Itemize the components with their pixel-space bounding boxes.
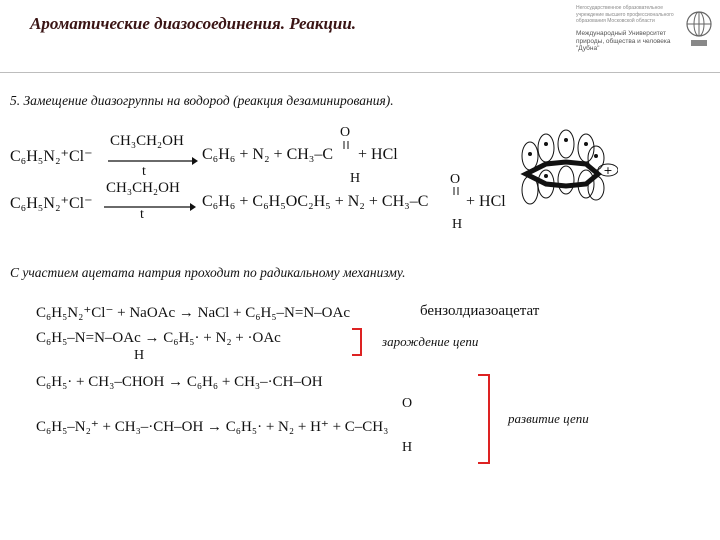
r1-condition: t xyxy=(142,164,146,179)
r2-tail: + HCl xyxy=(466,193,506,210)
logo-university: Международный Университет природы, общества и человека "Дубна" xyxy=(576,30,671,52)
eq4: C₆H₅–N₂⁺ + CH₃–·CH–OH → C₆H₅· + N₂ + H⁺ + C–CH₃ xyxy=(36,419,389,435)
r1-double-bond xyxy=(341,141,351,149)
section5-heading: 5. Замещение диазогруппы на водород (реакция дезаминирования). xyxy=(10,93,394,108)
eq4-o: O xyxy=(402,396,413,411)
radical-heading: С участием ацетата натрия проходит по радикальному механизму. xyxy=(10,265,406,280)
logo-caption: Негосударственное образовательное учреждение высшего профессионального образования Московской области xyxy=(576,5,674,24)
eq1: C₆H₅N₂⁺Cl⁻ + NaOAc → NaCl + C₆H₅–N=N–OAc xyxy=(36,305,351,321)
r2-carbonyl-h: H xyxy=(452,217,463,232)
propagation-label: развитие цепи xyxy=(508,411,589,426)
eq4-h: H xyxy=(402,440,413,455)
eq3: C₆H₅· + CH₃–CHOH → C₆H₆ + CH₃–·CH–OH xyxy=(36,374,323,390)
r1-reagent: CH₃CH₂OH xyxy=(110,133,184,149)
r1-arrow xyxy=(108,156,198,166)
r1-carbonyl-h: H xyxy=(350,171,361,186)
initiation-label: зарождение цепи xyxy=(382,334,479,349)
initiation-bracket xyxy=(352,328,362,356)
r2-arrow xyxy=(104,202,196,212)
eq2: C₆H₅–N=N–OAc → C₆H₅· + N₂ + ·OAc xyxy=(36,330,281,346)
eq1-name: бензолдиазоацетат xyxy=(420,303,540,319)
r2-double-bond xyxy=(451,187,461,195)
r1-reactant: C₆H₅N₂⁺Cl⁻ xyxy=(10,148,93,165)
divider-line xyxy=(0,72,720,73)
r2-reagent: CH₃CH₂OH xyxy=(106,180,180,196)
r1-tail: + HCl xyxy=(358,146,398,163)
benzene-p-orbitals-diagram xyxy=(512,126,618,212)
svg-text:+: + xyxy=(603,164,613,177)
r2-condition: t xyxy=(140,207,144,222)
globe-icon xyxy=(684,8,714,52)
r2-reactant: C₆H₅N₂⁺Cl⁻ xyxy=(10,195,93,212)
r2-products: C₆H₆ + C₆H₅OC₂H₅ + N₂ + CH₃–C xyxy=(202,193,429,210)
r1-carbonyl-o: O xyxy=(340,125,351,140)
eq3-h: H xyxy=(134,348,145,363)
slide-title: Ароматические диазосоединения. Реакции. xyxy=(30,14,357,33)
propagation-bracket xyxy=(478,374,490,464)
r1-products: C₆H₆ + N₂ + CH₃–C xyxy=(202,146,334,163)
r2-carbonyl-o: O xyxy=(450,172,461,187)
university-logo xyxy=(576,2,716,58)
